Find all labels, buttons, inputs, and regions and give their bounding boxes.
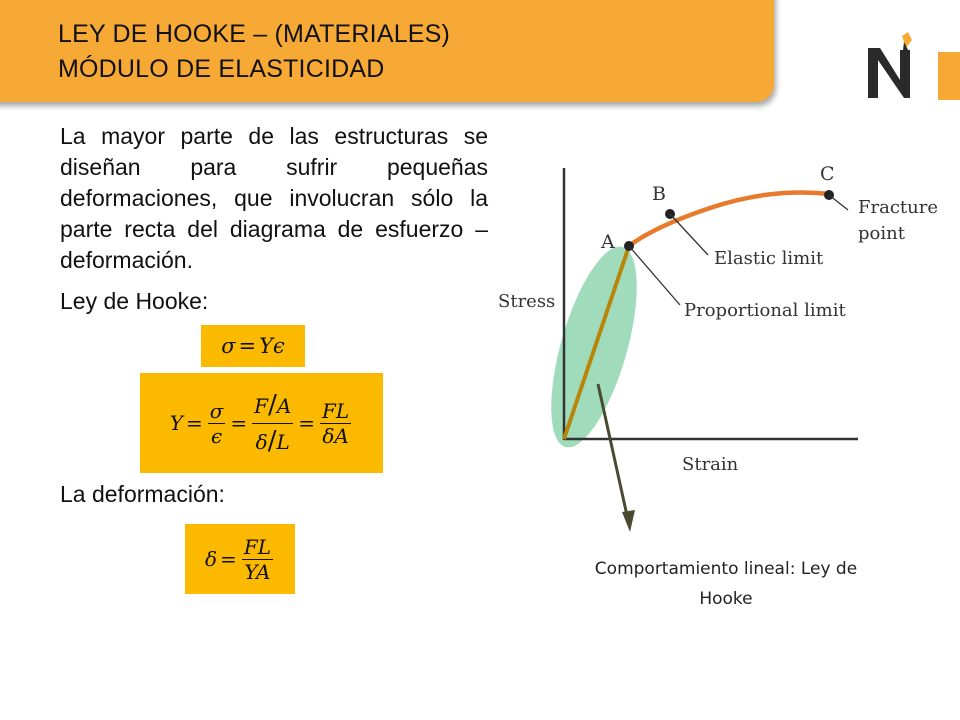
delta-symbol: δ — [255, 429, 268, 454]
elastic-limit-leader — [670, 214, 708, 255]
force-over-area: F/A — [252, 391, 293, 424]
page-subtitle: MÓDULO DE ELASTICIDAD — [58, 55, 385, 83]
point-a-label: A — [601, 231, 615, 253]
university-logo-icon — [860, 30, 920, 102]
sigma-over-epsilon — [208, 400, 226, 447]
deformation-label: La deformación: — [60, 481, 225, 507]
proportional-limit-leader — [629, 246, 680, 305]
strain-axis-label: Strain — [682, 454, 739, 475]
force-area-over-delta-length — [252, 391, 293, 455]
page-title: LEY DE HOOKE – (MATERIALES) — [58, 20, 451, 48]
numerator: FL — [243, 534, 271, 559]
proportional-limit-label: Proportional limit — [684, 300, 846, 321]
title-banner — [0, 0, 774, 102]
length-symbol: L — [276, 429, 290, 454]
sigma-symbol: σ — [221, 334, 236, 358]
equals-sign: = — [238, 334, 257, 358]
delta-symbol: δ — [205, 547, 218, 571]
fracture-point-leader — [829, 195, 848, 210]
formula-deformation — [185, 524, 295, 594]
caption-line1: Comportamiento lineal: Ley de — [594, 559, 858, 579]
hooke-law-label: Ley de Hooke: — [60, 288, 209, 314]
diagram-caption — [568, 554, 884, 614]
fl-over-ya — [242, 536, 273, 583]
equals-sign: = — [220, 547, 237, 571]
point-b-label: B — [652, 183, 666, 205]
stress-strain-diagram — [490, 150, 960, 550]
caption-arrow — [598, 384, 628, 520]
equals-sign: = — [298, 411, 316, 435]
caption-arrow-head-icon — [622, 510, 635, 532]
denominator: YA — [244, 559, 271, 584]
numerator: FL — [322, 398, 350, 423]
elastic-limit-label: Elastic limit — [714, 248, 824, 269]
point-c-label: C — [820, 163, 835, 185]
area-symbol: A — [276, 393, 292, 418]
numerator: σ — [209, 398, 224, 423]
delta-over-length: δ/L — [255, 425, 290, 456]
fl-over-delta-a — [320, 400, 351, 447]
fracture-label-line2: point — [858, 223, 905, 244]
stress-axis-label: Stress — [498, 291, 556, 312]
equals-sign: = — [230, 411, 248, 435]
denominator: ϵ — [210, 423, 223, 448]
denominator: δA — [322, 423, 349, 448]
logo-accent-bar — [938, 52, 960, 100]
young-strain-term: Yϵ — [259, 334, 285, 358]
formula-stress-strain — [201, 325, 305, 367]
young-symbol: Y — [169, 411, 183, 435]
caption-line2: Hooke — [699, 589, 753, 609]
fracture-label-line1: Fracture — [858, 197, 938, 218]
formula-young-modulus — [140, 373, 383, 473]
force-symbol: F — [254, 393, 269, 418]
equals-sign: = — [185, 411, 203, 435]
intro-paragraph: La mayor parte de las estructuras se diseñan para sufrir pequeñas deformaciones, que involucran sólo la parte recta del diagrama de esfuerzo – deformación. — [60, 123, 488, 273]
